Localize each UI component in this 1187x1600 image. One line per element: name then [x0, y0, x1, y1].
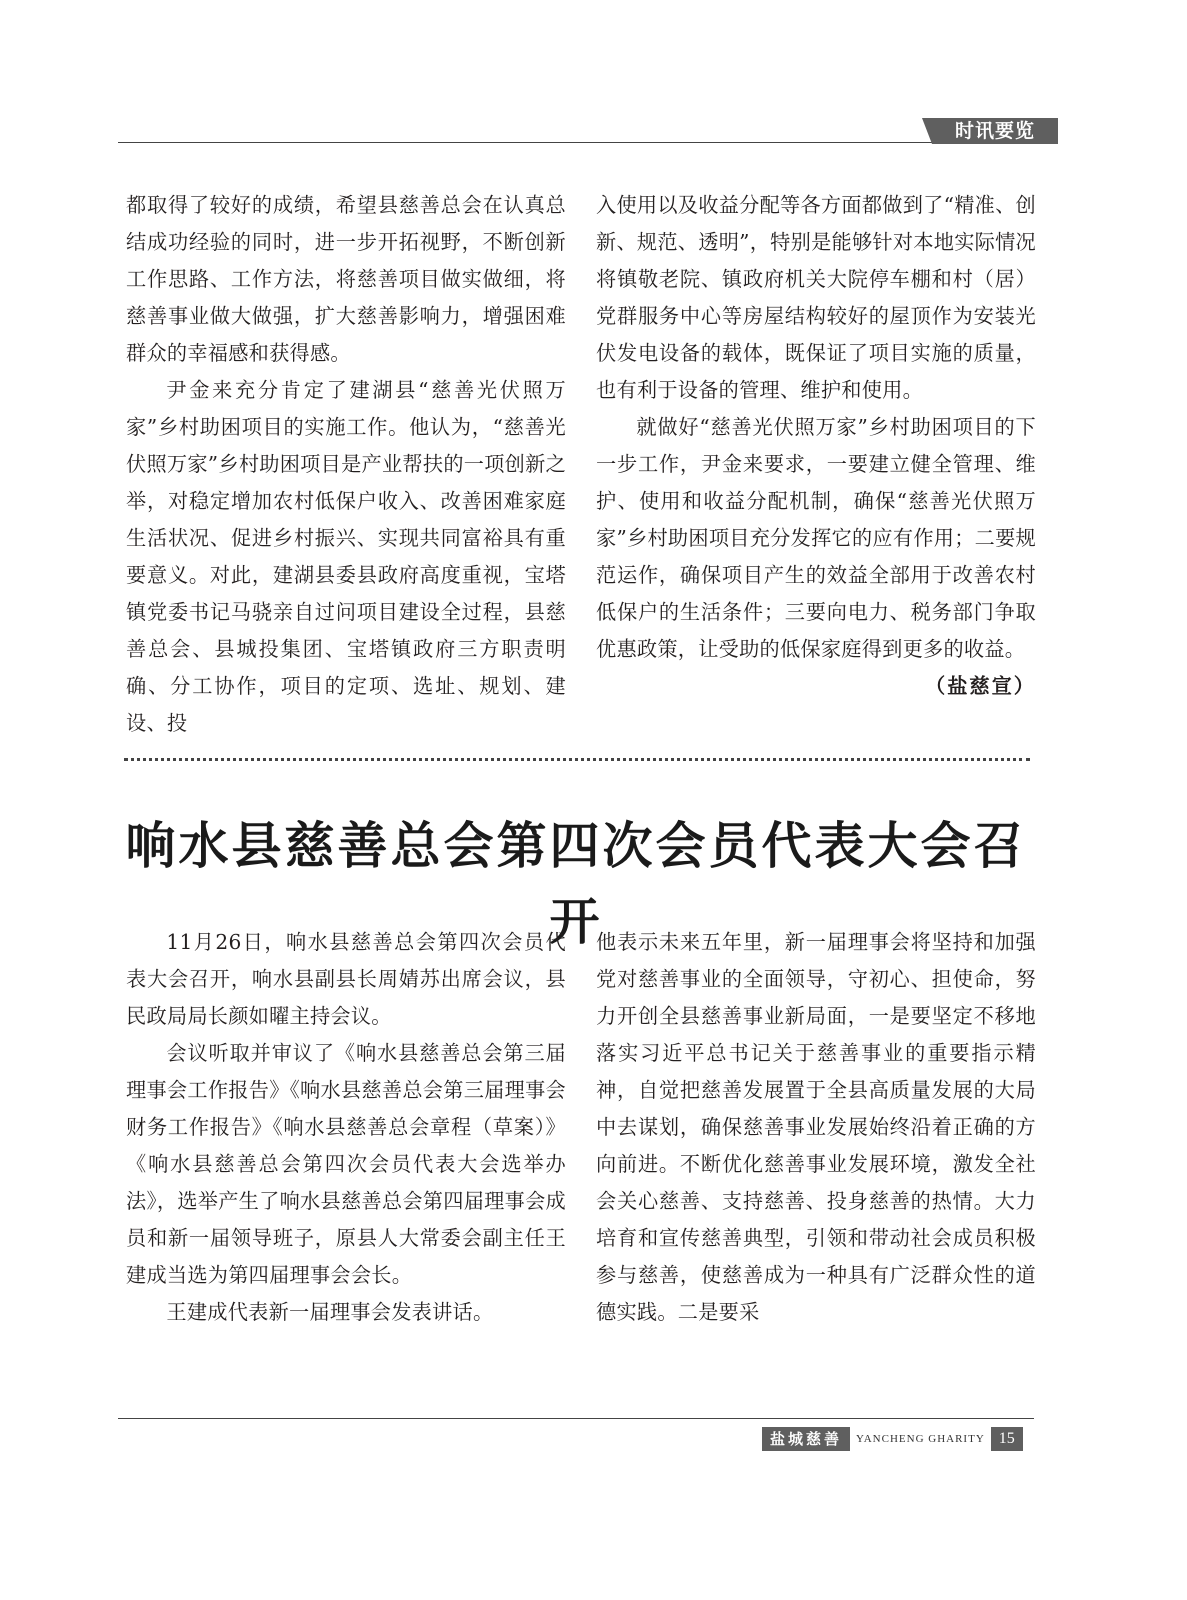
paragraph: 他表示未来五年里，新一届理事会将坚持和加强党对慈善事业的全面领导，守初心、担使命，努力开创全县慈善事业新局面，一是要坚定不移地落实习近平总书记关于慈善事业的重要指示精神，自觉把慈善发展置于全县高质量发展的大局中去谋划，确保慈善事业发展始终沿着正确的方向前进。不断优化慈善事业发展环境，激发全社会关心慈善、支持慈善、投身慈善的热情。大力培育和宣传慈善典型，引领和带动社会成员积极参与慈善，使慈善成为一种具有广泛群众性的道德实践。二是要采 [596, 930, 1036, 1324]
article1-left-column [126, 187, 566, 742]
paragraph: 会议听取并审议了《响水县慈善总会第三届理事会工作报告》《响水县慈善总会第三届理事会财务工作报告》《响水县慈善总会章程（草案）》《响水县慈善总会第四次会员代表大会选举办法》，选举产生了响水县慈善总会第四届理事会成员和新一届领导班子，原县人大常委会副主任王建成当选为第四届理事会会长。 [126, 1041, 566, 1287]
paragraph: 11月26日，响水县慈善总会第四次会员代表大会召开，响水县副县长周婧苏出席会议，县民政局局长颜如曜主持会议。 [126, 930, 566, 1028]
article1-right-column [596, 187, 1036, 705]
section-tag: 时讯要览 [932, 118, 1058, 144]
article2-right-column [596, 924, 1036, 1331]
byline: （盐慈宣） [925, 674, 1036, 698]
paragraph: 尹金来充分肯定了建湖县“慈善光伏照万家”乡村助困项目的实施工作。他认为，“慈善光伏照万家”乡村助困项目是产业帮扶的一项创新之举，对稳定增加农村低保户收入、改善困难家庭生活状况、促进乡村振兴、实现共同富裕具有重要意义。对此，建湖县委县政府高度重视，宝塔镇党委书记马骁亲自过问项目建设全过程，县慈善总会、县城投集团、宝塔镇政府三方职责明确、分工协作，项目的定项、选址、规划、建设、投 [126, 378, 566, 735]
paragraph-text: 就做好“慈善光伏照万家”乡村助困项目的下一步工作，尹金来要求，一要建立健全管理、维护、使用和收益分配机制，确保“慈善光伏照万家”乡村助困项目充分发挥它的应有作用；二要规范运作，确保项目产生的效益全部用于改善农村低保户的生活条件；三要向电力、税务部门争取优惠政策，让受助的低保家庭得到更多的收益。 [596, 415, 1036, 661]
paragraph: 都取得了较好的成绩，希望县慈善总会在认真总结成功经验的同时，进一步开拓视野，不断创新工作思路、工作方法，将慈善项目做实做细，将慈善事业做大做强，扩大慈善影响力，增强困难群众的幸福感和获得感。 [126, 193, 566, 365]
article-title: 响水县慈善总会第四次会员代表大会召开 [125, 816, 1027, 951]
page-number: 15 [991, 1427, 1023, 1451]
article2-left-column [126, 924, 566, 1331]
magazine-english-name: YANCHENG GHARITY [856, 1433, 985, 1445]
paragraph: 王建成代表新一届理事会发表讲话。 [166, 1300, 494, 1324]
magazine-name: 盐城慈善 [762, 1427, 850, 1451]
paragraph [596, 409, 1036, 698]
paragraph: 入使用以及收益分配等各方面都做到了“精准、创新、规范、透明”，特别是能够针对本地实际情况将镇敬老院、镇政府机关大院停车棚和村（居）党群服务中心等房屋结构较好的屋顶作为安装光伏发电设备的载体，既保证了项目实施的质量，也有利于设备的管理、维护和使用。 [596, 193, 1036, 402]
header-rule [118, 142, 1058, 143]
dotted-separator [124, 758, 1030, 761]
footer [762, 1427, 1023, 1451]
footer-rule [118, 1418, 1034, 1419]
